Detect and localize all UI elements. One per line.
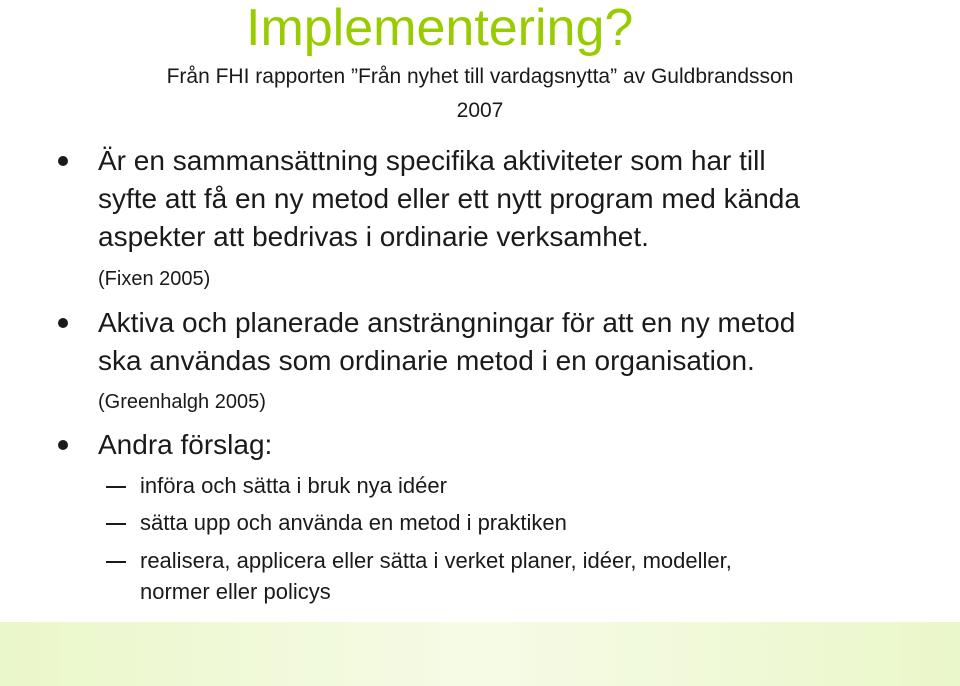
subitem-1: införa och sätta i bruk nya idéer — [140, 473, 447, 498]
subitem-3-line-2: normer eller policys — [140, 579, 331, 604]
bullet-icon — [58, 156, 68, 166]
bullet-icon — [58, 440, 68, 450]
bullet-2-citation: (Greenhalgh 2005) — [98, 391, 266, 413]
subitem-2: sätta upp och använda en metod i praktiken — [140, 510, 567, 535]
dash-icon — [106, 561, 126, 563]
dash-icon — [106, 486, 126, 488]
bullet-1-citation: (Fixen 2005) — [98, 268, 211, 290]
subitem-3-line-1: realisera, applicera eller sätta i verket planer, idéer, modeller, — [140, 548, 732, 573]
bullet-3-line-1: Andra förslag: — [98, 429, 273, 460]
subtitle-line-1: Från FHI rapporten ”Från nyhet till vardagsnytta” av Guldbrandsson — [166, 65, 794, 88]
bullet-1-line-2: syfte att få en ny metod eller ett nytt program med kända — [98, 183, 800, 214]
bullet-1-line-1: Är en sammansättning specifika aktiviteter som har till — [98, 145, 766, 176]
bullet-icon — [58, 318, 68, 328]
slide-title: Implementering? — [246, 0, 634, 57]
subtitle-line-2: 2007 — [456, 99, 504, 122]
bullet-2-line-2: ska användas som ordinarie metod i en organisation. — [98, 345, 755, 376]
dash-icon — [106, 523, 126, 525]
bullet-1-line-3: aspekter att bedrivas i ordinarie verksamhet. — [98, 221, 649, 252]
bullet-2-line-1: Aktiva och planerade ansträngningar för att en ny metod — [98, 307, 796, 338]
footer-band — [0, 622, 960, 686]
